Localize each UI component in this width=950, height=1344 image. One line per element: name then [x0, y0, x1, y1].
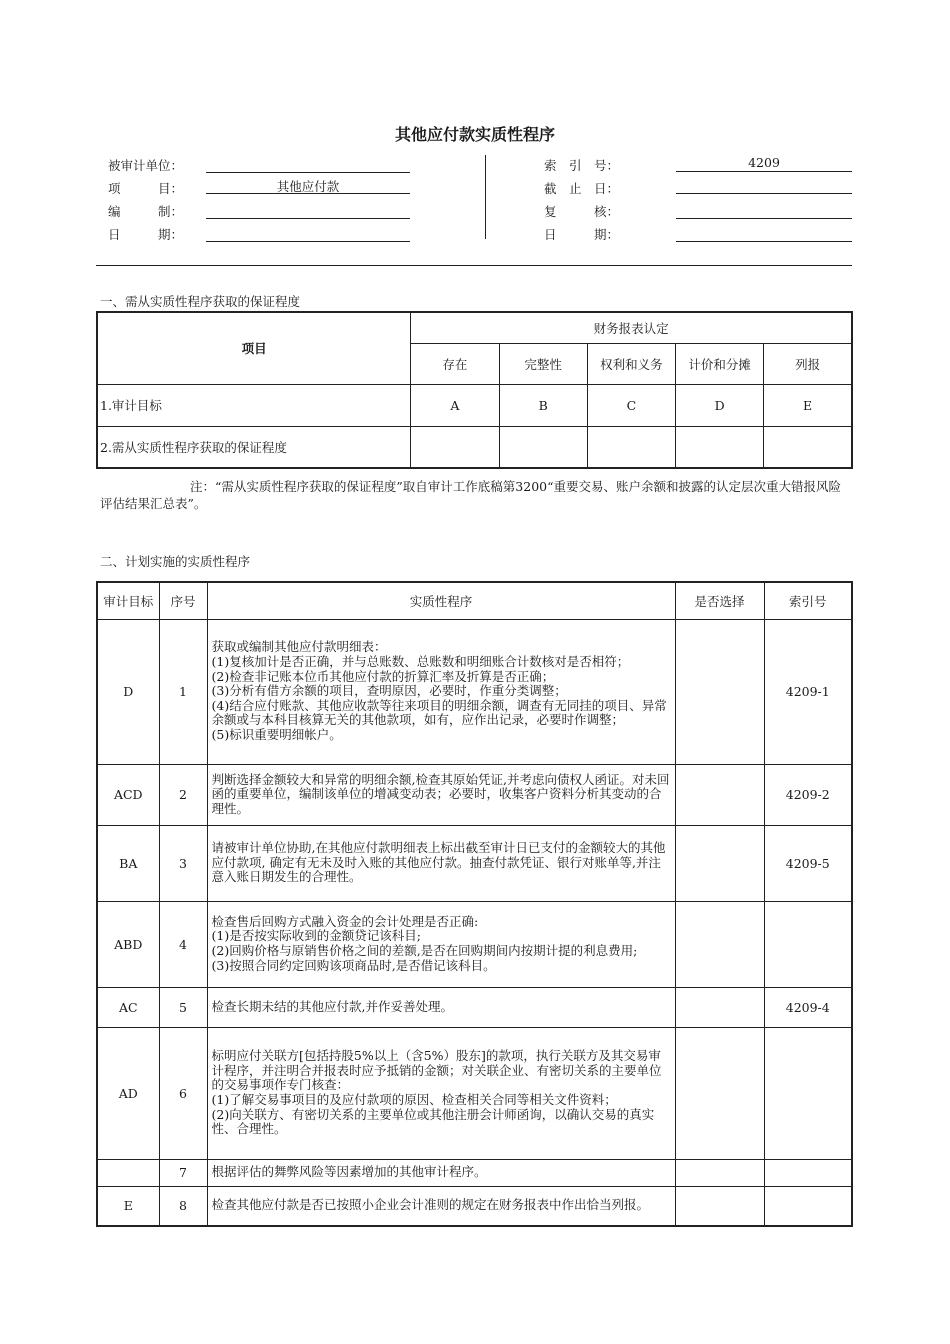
- target-cell: BA: [97, 825, 159, 901]
- table-row: [97, 901, 852, 987]
- no-cell: 1: [159, 619, 207, 764]
- header-rule: [96, 265, 852, 266]
- assertion-presentation: 列报: [764, 343, 852, 384]
- index-field[interactable]: 4209: [676, 155, 852, 172]
- index-cell: 4209-2: [764, 764, 852, 825]
- target-cell: E: [764, 384, 852, 426]
- target-cell: D: [97, 619, 159, 764]
- index-cell: [764, 1186, 852, 1226]
- target-cell: B: [499, 384, 587, 426]
- assertion-existence: 存在: [411, 343, 499, 384]
- section2-heading: 二、计划实施的实质性程序: [100, 554, 251, 569]
- index-cell: 4209-4: [764, 987, 852, 1027]
- no-cell: 4: [159, 901, 207, 987]
- table-row: [97, 1159, 852, 1186]
- assurance-cell[interactable]: [764, 426, 852, 468]
- selected-cell[interactable]: [675, 987, 764, 1027]
- table-row: [97, 825, 852, 901]
- row-assurance-label: 2.需从实质性程序获取的保证程度: [97, 426, 411, 468]
- no-cell: 3: [159, 825, 207, 901]
- target-cell: C: [587, 384, 675, 426]
- selected-cell[interactable]: [675, 619, 764, 764]
- target-cell: [97, 1159, 159, 1186]
- row-audit-target-label: 1.审计目标: [97, 384, 411, 426]
- target-cell: ABD: [97, 901, 159, 987]
- prepared-field[interactable]: [206, 202, 410, 219]
- item-label: 项 目：: [108, 181, 184, 196]
- col-header-no: 序号: [159, 582, 207, 619]
- no-cell: 6: [159, 1027, 207, 1159]
- col-header-procedure: 实质性程序: [207, 582, 675, 619]
- assurance-cell[interactable]: [675, 426, 763, 468]
- page-title: 其他应付款实质性程序: [394, 125, 555, 144]
- procedure-cell: 判断选择金额较大和异常的明细余额,检查其原始凭证,并考虑向债权人函证。对未回函的重要单位，编制该单位的增减变动表；必要时，收集客户资料分析其变动的合理性。: [207, 764, 675, 825]
- index-cell: [764, 901, 852, 987]
- assertion-completeness: 完整性: [499, 343, 587, 384]
- section1-note: 注：“需从实质性程序获取的保证程度”取自审计工作底稿第3200“重要交易、账户余额和披露的认定层次重大错报风险评估结果汇总表”。: [100, 479, 841, 511]
- selected-cell[interactable]: [675, 764, 764, 825]
- target-cell: D: [675, 384, 763, 426]
- procedure-cell: 请被审计单位协助,在其他应付款明细表上标出截至审计日已支付的金额较大的其他应付款项, 确定有无未及时入账的其他应付款。抽查付款凭证、银行对账单等,并注意入账日期发生的合理性。: [207, 825, 675, 901]
- selected-cell[interactable]: [675, 1186, 764, 1226]
- procedure-cell: 检查长期未结的其他应付款,并作妥善处理。: [207, 987, 675, 1027]
- target-cell: ACD: [97, 764, 159, 825]
- entity-field[interactable]: [206, 156, 410, 173]
- review-field[interactable]: [676, 202, 852, 219]
- table-row: [97, 987, 852, 1027]
- cutoff-label: 截 止 日：: [544, 181, 620, 196]
- item-field[interactable]: 其他应付款: [206, 177, 410, 194]
- col-header-selected: 是否选择: [675, 582, 764, 619]
- procedure-cell: 标明应付关联方[包括持股5%以上（含5%）股东]的款项，执行关联方及其交易审计程序，并注明合并报表时应予抵销的金额；对关联企业、有密切关系的主要单位的交易事项作专门核查： (1)了解交易事项目的及应付款项的原因、检查相关合同等相关文件资料； (2)向关联方、有密切关系的主要单位或其他注册会计师函询，以确认交易的真实性、合理性。: [207, 1027, 675, 1159]
- date-label: 日 期：: [108, 227, 184, 242]
- index-cell: 4209-5: [764, 825, 852, 901]
- review-label: 复 核：: [544, 204, 620, 219]
- assurance-cell[interactable]: [499, 426, 587, 468]
- index-cell: [764, 1159, 852, 1186]
- index-label: 索 引 号：: [544, 158, 620, 173]
- assurance-table: [96, 311, 853, 469]
- date2-field[interactable]: [676, 225, 852, 242]
- date-field[interactable]: [206, 225, 410, 242]
- assertion-header: 财务报表认定: [411, 312, 852, 343]
- no-cell: 8: [159, 1186, 207, 1226]
- assurance-cell[interactable]: [411, 426, 499, 468]
- index-cell: [764, 1027, 852, 1159]
- cutoff-field[interactable]: [676, 177, 852, 194]
- assurance-cell[interactable]: [587, 426, 675, 468]
- procedure-cell: 检查其他应付款是否已按照小企业会计准则的规定在财务报表中作出恰当列报。: [207, 1186, 675, 1226]
- no-cell: 2: [159, 764, 207, 825]
- target-cell: A: [411, 384, 499, 426]
- target-cell: E: [97, 1186, 159, 1226]
- procedures-table: [96, 581, 853, 1227]
- target-cell: AC: [97, 987, 159, 1027]
- entity-label: 被审计单位：: [108, 158, 184, 173]
- table-row: [97, 1186, 852, 1226]
- item-header: 项目: [97, 312, 411, 384]
- col-header-index: 索引号: [764, 582, 852, 619]
- target-cell: AD: [97, 1027, 159, 1159]
- selected-cell[interactable]: [675, 1159, 764, 1186]
- procedure-cell: 检查售后回购方式融入资金的会计处理是否正确: (1)是否按实际收到的金额贷记该科目; (2)回购价格与原销售价格之间的差额,是否在回购期间内按期计提的利息费用; (3)按照合同约定回购该项商品时,是否借记该科目。: [207, 901, 675, 987]
- prepared-label: 编 制：: [108, 204, 184, 219]
- selected-cell[interactable]: [675, 1027, 764, 1159]
- no-cell: 7: [159, 1159, 207, 1186]
- assertion-rights: 权利和义务: [587, 343, 675, 384]
- header-divider: [485, 155, 486, 239]
- index-cell: 4209-1: [764, 619, 852, 764]
- table-row: [97, 619, 852, 764]
- col-header-target: 审计目标: [97, 582, 159, 619]
- no-cell: 5: [159, 987, 207, 1027]
- selected-cell[interactable]: [675, 901, 764, 987]
- date2-label: 日 期：: [544, 227, 620, 242]
- selected-cell[interactable]: [675, 825, 764, 901]
- section1-heading: 一、需从实质性程序获取的保证程度: [100, 294, 301, 309]
- table-row: [97, 1027, 852, 1159]
- assertion-valuation: 计价和分摊: [675, 343, 763, 384]
- procedure-cell: 获取或编制其他应付款明细表： (1)复核加计是否正确，并与总账数、总账数和明细账合计数核对是否相符； (2)检查非记账本位币其他应付款的折算汇率及折算是否正确； (3)分析有借方余额的项目，查明原因，必要时，作重分类调整； (4)结合应付账款、其他应收款等往来项目的明细余额，调查有无同挂的项目、异常余额或与本科目核算无关的其他款项，如有，应作出记录，必要时作调整； (5)标识重要明细帐户。: [207, 619, 675, 764]
- table-row: [97, 764, 852, 825]
- procedure-cell: 根据评估的舞弊风险等因素增加的其他审计程序。: [207, 1159, 675, 1186]
